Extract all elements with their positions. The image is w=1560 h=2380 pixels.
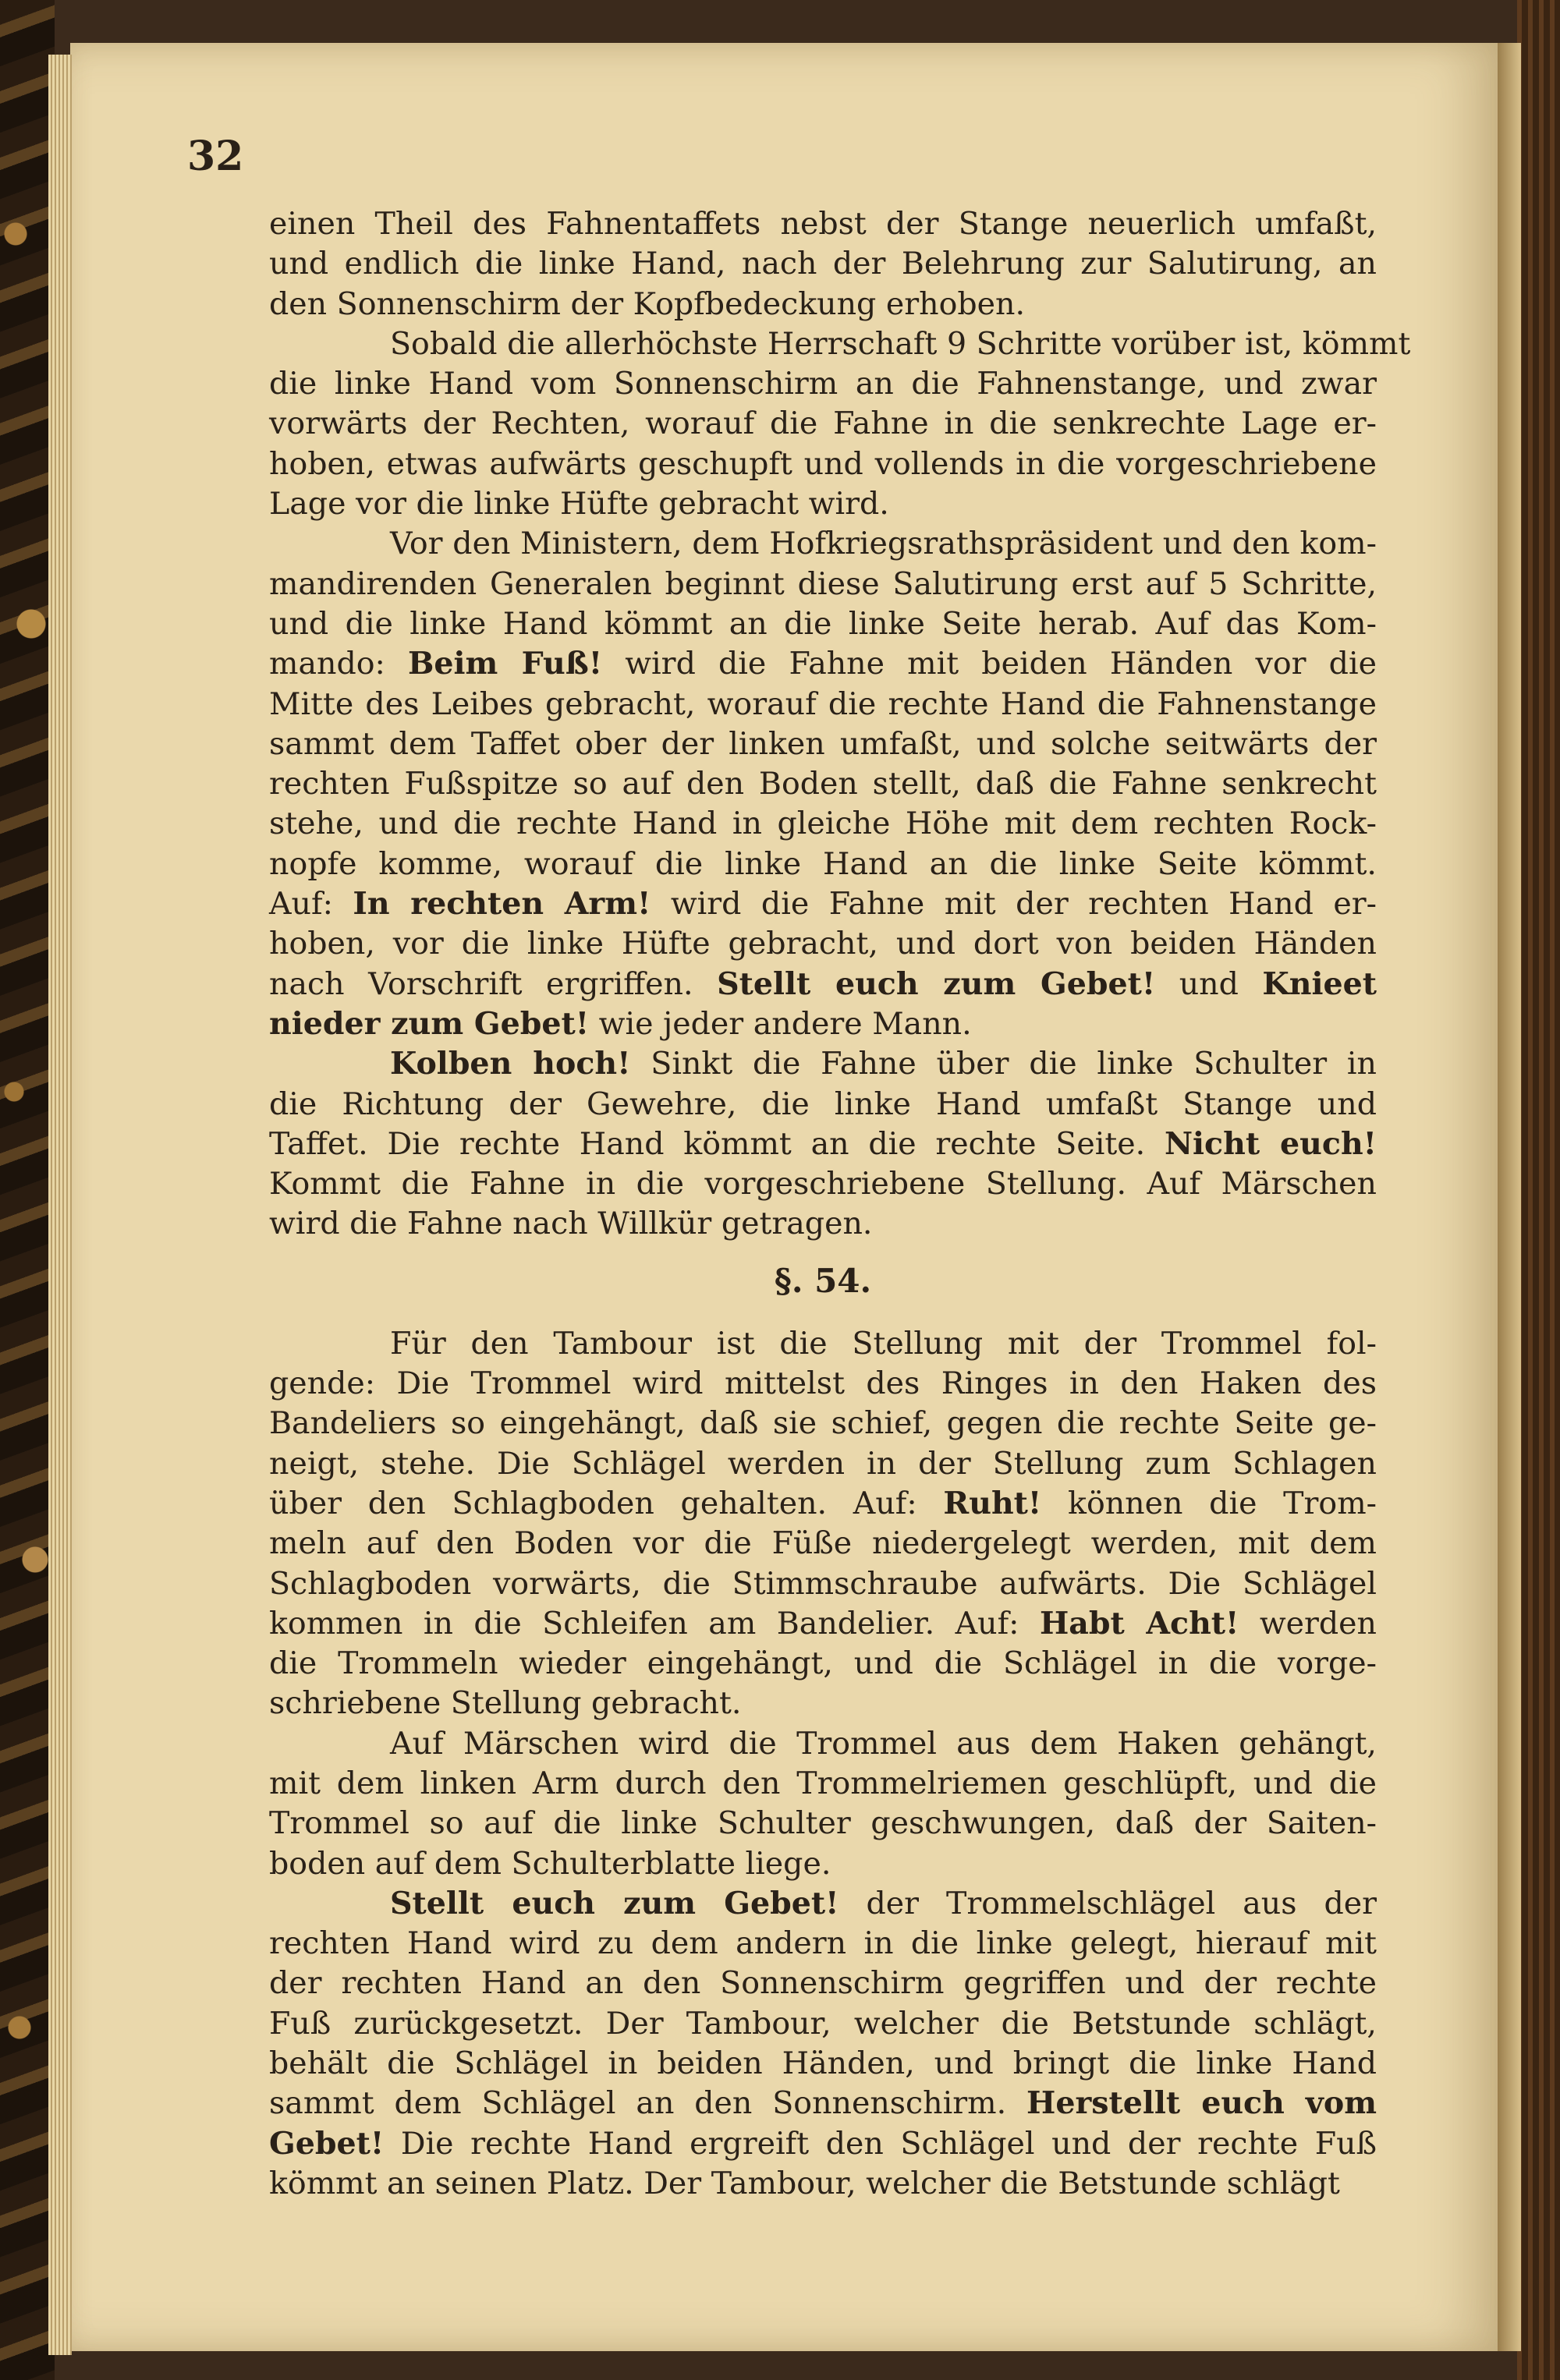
section-paragraph-line bbox=[269, 1604, 1377, 1644]
paragraph-line: rechten Fußspitze so auf den Boden stellt, daß die Fahne senkrecht bbox=[269, 766, 1377, 802]
text-run: können die Trom- bbox=[1041, 1485, 1377, 1521]
paragraph-line: sammt dem Taffet ober der linken umfaßt, und solche seitwärts der bbox=[269, 725, 1377, 762]
section-paragraph-line: meln auf den Boden vor die Füße niedergelegt werden, mit dem bbox=[269, 1525, 1377, 1562]
text-run: wird die Fahne mit der rechten Hand er- bbox=[651, 886, 1377, 923]
text-run: der Trommelschlägel aus der bbox=[838, 1885, 1377, 1921]
command-emphasis: Knieet bbox=[1262, 965, 1377, 1002]
text-run: und bbox=[1155, 965, 1263, 1002]
section-paragraph-line: gende: Die Trommel wird mittelst des Ringes in den Haken des bbox=[269, 1365, 1377, 1402]
paragraph-line: wird die Fahne nach Willkür getragen. bbox=[269, 1206, 873, 1242]
paragraph-line: Mitte des Leibes gebracht, worauf die rechte Hand die Fahnenstange bbox=[269, 685, 1377, 722]
section-paragraph-line: Fuß zurückgesetzt. Der Tambour, welcher die Betstunde schlägt, bbox=[269, 2005, 1377, 2042]
section-paragraph-line: boden auf dem Schulterblatte liege. bbox=[269, 1845, 831, 1882]
facing-page-edge bbox=[1498, 43, 1521, 2351]
section-paragraph-line: Bandeliers so eingehängt, daß sie schief, gegen die rechte Seite ge- bbox=[269, 1405, 1377, 1442]
command-emphasis: nieder zum Gebet! bbox=[269, 1005, 590, 1042]
body-text bbox=[269, 204, 1411, 2204]
command-emphasis: Stellt euch zum Gebet! bbox=[390, 1885, 839, 1921]
paragraph-line bbox=[269, 1124, 1377, 1164]
text-run: über den Schlagboden gehalten. Auf: bbox=[269, 1485, 944, 1521]
section-paragraph-line bbox=[269, 1884, 1377, 1924]
section-paragraph-line: rechten Hand wird zu dem andern in die linke gelegt, hierauf mit bbox=[269, 1925, 1377, 1962]
page-edges bbox=[48, 55, 72, 2355]
section-paragraph-line bbox=[269, 2084, 1377, 2123]
section-paragraph-line: Für den Tambour ist die Stellung mit der Trommel fol- bbox=[390, 1325, 1377, 1362]
command-emphasis: Kolben hoch! bbox=[390, 1046, 631, 1082]
paragraph-line bbox=[269, 884, 1377, 924]
paragraph-line: nopfe komme, worauf die linke Hand an die linke Seite kömmt. bbox=[269, 845, 1377, 882]
text-run: werden bbox=[1239, 1605, 1377, 1642]
paragraph-line: einen Theil des Fahnentaffets nebst der Stange neuerlich umfaßt, bbox=[269, 206, 1377, 242]
text-run: sammt dem Schlägel an den Sonnenschirm. bbox=[269, 2085, 1027, 2122]
paragraph-line bbox=[269, 1044, 1377, 1084]
section-paragraph-line: der rechten Hand an den Sonnenschirm gegriffen und der rechte bbox=[269, 1965, 1377, 2002]
text-run: kommen in die Schleifen am Bandelier. Auf: bbox=[269, 1605, 1040, 1642]
section-paragraph-line: Trommel so auf die linke Schulter geschwungen, daß der Saiten- bbox=[269, 1805, 1377, 1842]
paragraph-line: und die linke Hand kömmt an die linke Seite herab. Auf das Kom- bbox=[269, 605, 1377, 642]
command-emphasis: Beim Fuß! bbox=[407, 646, 603, 682]
section-paragraph-line: kömmt an seinen Platz. Der Tambour, welcher die Betstunde schlägt bbox=[269, 2165, 1340, 2201]
text-run: nach Vorschrift ergriffen. bbox=[269, 965, 718, 1002]
section-paragraph-line: schriebene Stellung gebracht. bbox=[269, 1685, 742, 1722]
section-paragraph-line: mit dem linken Arm durch den Trommelriemen geschlüpft, und die bbox=[269, 1765, 1377, 1801]
book-cover-right bbox=[1517, 0, 1560, 2380]
command-emphasis: Nicht euch! bbox=[1164, 1125, 1377, 1162]
paragraph-line: und endlich die linke Hand, nach der Belehrung zur Salutirung, an bbox=[269, 246, 1377, 282]
paragraph-line: stehe, und die rechte Hand in gleiche Höhe mit dem rechten Rock- bbox=[269, 806, 1377, 842]
command-emphasis: Herstellt euch vom bbox=[1026, 2085, 1377, 2122]
paragraph-line: die linke Hand vom Sonnenschirm an die Fahnenstange, und zwar bbox=[269, 366, 1377, 402]
page-number: 32 bbox=[187, 133, 244, 180]
paragraph-line: die Richtung der Gewehre, die linke Hand umfaßt Stange und bbox=[269, 1086, 1377, 1122]
text-run: Die rechte Hand ergreift den Schlägel und der rechte Fuß bbox=[384, 2125, 1377, 2162]
section-paragraph-line: die Trommeln wieder eingehängt, und die Schlägel in die vorge- bbox=[269, 1645, 1377, 1682]
paragraph-line bbox=[269, 1004, 1377, 1044]
book-cover-left bbox=[0, 0, 55, 2380]
command-emphasis: Stellt euch zum Gebet! bbox=[717, 965, 1156, 1002]
text-run: Auf: bbox=[269, 886, 353, 923]
text-run: Sinkt die Fahne über die linke Schulter in bbox=[630, 1046, 1377, 1082]
paragraph-line bbox=[269, 644, 1377, 684]
section-paragraph-line bbox=[269, 1484, 1377, 1524]
text-run: Taffet. Die rechte Hand kömmt an die rechte Seite. bbox=[269, 1125, 1165, 1162]
command-emphasis: In rechten Arm! bbox=[353, 886, 651, 923]
paragraph-line: mandirenden Generalen beginnt diese Salutirung erst auf 5 Schritte, bbox=[269, 565, 1377, 602]
paragraph-line: den Sonnenschirm der Kopfbedeckung erhoben. bbox=[269, 285, 1026, 322]
section-paragraph-line bbox=[269, 2124, 1377, 2164]
section-paragraph-line: Auf Märschen wird die Trommel aus dem Haken gehängt, bbox=[390, 1725, 1377, 1762]
paragraph-line: Lage vor die linke Hüfte gebracht wird. bbox=[269, 486, 889, 522]
command-emphasis: Gebet! bbox=[269, 2125, 385, 2162]
paragraph-line: vorwärts der Rechten, worauf die Fahne in die senkrechte Lage er- bbox=[269, 406, 1377, 442]
section-paragraph-line: neigt, stehe. Die Schlägel werden in der Stellung zum Schlagen bbox=[269, 1445, 1377, 1482]
text-run: wie jeder andere Mann. bbox=[589, 1005, 972, 1042]
paragraph-line: hoben, vor die linke Hüfte gebracht, und dort von beiden Händen bbox=[269, 926, 1377, 962]
command-emphasis: Habt Acht! bbox=[1039, 1605, 1239, 1642]
section-paragraph-line: Schlagboden vorwärts, die Stimmschraube aufwärts. Die Schlägel bbox=[269, 1565, 1377, 1602]
paragraph-line: Kommt die Fahne in die vorgeschriebene Stellung. Auf Märschen bbox=[269, 1166, 1377, 1202]
paragraph-line: Sobald die allerhöchste Herrschaft 9 Schritte vorüber ist, kömmt bbox=[390, 325, 1411, 362]
command-emphasis: Ruht! bbox=[943, 1485, 1042, 1521]
paragraph-line: Vor den Ministern, dem Hofkriegsrathspräsident und den kom- bbox=[390, 526, 1377, 562]
section-heading: §. 54. bbox=[774, 1261, 872, 1300]
text-run: mando: bbox=[269, 646, 408, 682]
section-paragraph-line: behält die Schlägel in beiden Händen, und bringt die linke Hand bbox=[269, 2045, 1377, 2082]
paragraph-line: hoben, etwas aufwärts geschupft und vollends in die vorgeschriebene bbox=[269, 445, 1377, 482]
text-run: wird die Fahne mit beiden Händen vor die bbox=[602, 646, 1377, 682]
paragraph-line bbox=[269, 965, 1377, 1004]
